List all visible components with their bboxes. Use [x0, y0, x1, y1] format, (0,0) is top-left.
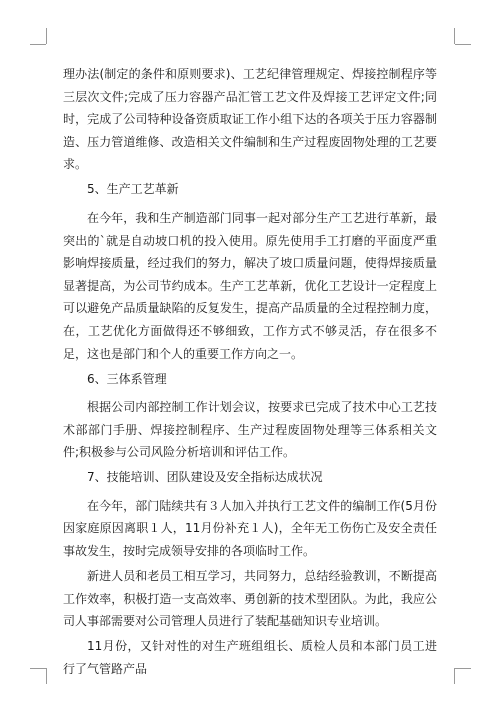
crop-mark-bottom-left	[30, 668, 46, 669]
crop-mark-top-right	[455, 44, 471, 45]
paragraph-continued: 理办法(制定的条件和原则要求)、工艺纪律管理规定、焊接控制程序等三层次文件;完成了压力容器产品汇管工艺文件及焊接工艺评定文件;同时，完成了公司特种设备资质取证工作小组下达的各项关于压力容器制造、压力管道维修、改造相关文件编制和生产过程废固物处理的工艺要求。	[63, 67, 437, 172]
paragraph-process-innovation: 在今年，我和生产制造部门同事一起对部分生产工艺进行革新，最突出的`就是自动坡口机的投入使用。原先使用手工打磨的平面度严重影响焊接质量，经过我们的努力，解决了坡口质量问题，使得焊接质量显著提高，为公司节约成本。生产工艺革新，优化工艺设计一定程度上可以避免产品质量缺陷的反复发生，提高产品质量的全过程控制力度，在，工艺优化方面做得还不够细致，工作方式不够灵活，存在很多不足，这也是部门和个人的重要工作方向之一。	[63, 210, 437, 361]
crop-mark-bottom-right	[454, 668, 455, 684]
paragraph-team-building: 新进人员和老员工相互学习，共同努力，总结经验教训，不断提高工作效率，积极打造一支高效率、勇创新的技术型团队。为此，我应公司人事部需要对公司管理人员进行了装配基础知识专业培训。	[63, 569, 437, 629]
section-heading-7: 7、技能培训、团队建设及安全指标达成状况	[87, 470, 323, 485]
crop-mark-bottom-left	[46, 668, 47, 684]
paragraph-training: 11月份，又针对性的对生产班组组长、质检人员和本部门员工进行了气管路产品	[63, 639, 437, 676]
crop-mark-bottom-right	[455, 668, 471, 669]
document-body	[63, 63, 437, 683]
crop-mark-top-left	[46, 28, 47, 44]
crop-mark-top-left	[30, 44, 46, 45]
section-heading-6: 6、三体系管理	[87, 371, 167, 386]
section-heading-5: 5、生产工艺革新	[87, 182, 179, 197]
paragraph-staffing: 在今年，部门陆续共有３人加入并执行工艺文件的编制工作(5月份因家庭原因离职１人，11月份补充１人)，全年无工伤伤亡及安全责任事故发生，按时完成领导安排的各项临时工作。	[63, 498, 437, 559]
crop-mark-top-right	[454, 28, 455, 44]
paragraph-three-systems: 根据公司内部控制工作计划会议，按要求已完成了技术中心工艺技术部部门手册、焊接控制程序、生产过程废固物处理等三体系相关文件;积极参与公司风险分析培训和评估工作。	[63, 400, 437, 460]
